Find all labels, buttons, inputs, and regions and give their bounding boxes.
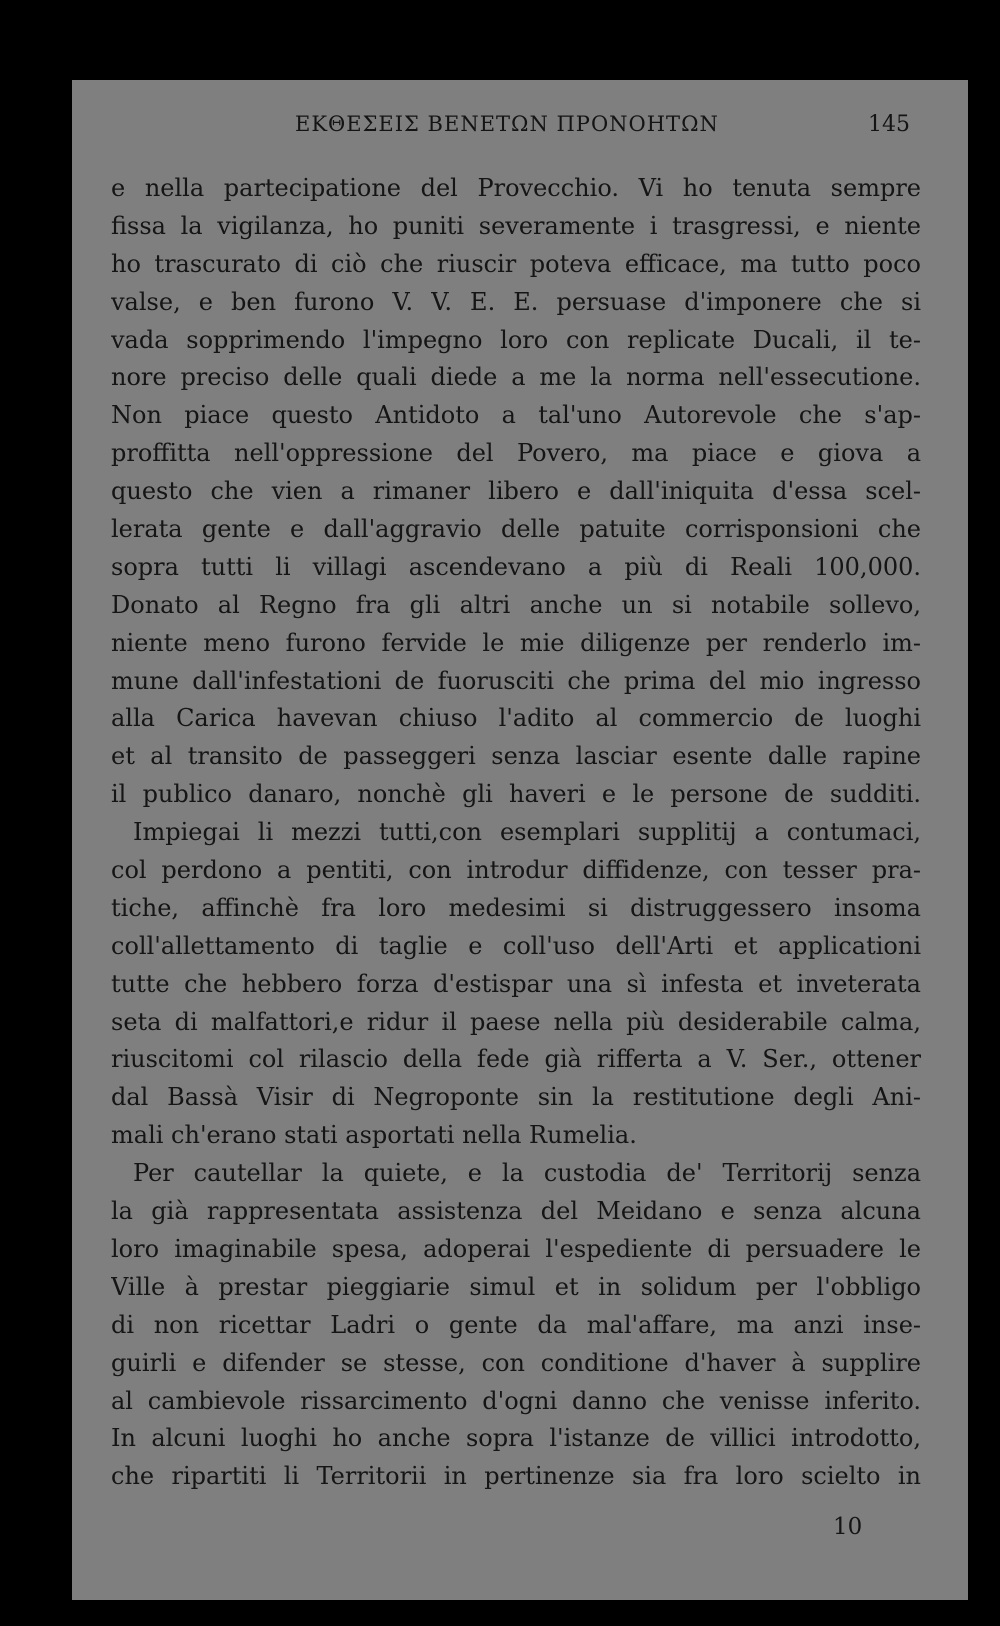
page-number: 145: [868, 112, 910, 137]
text-line: niente meno furono fervide le mie diligenze per renderlo im-: [111, 628, 921, 657]
text-line: alla Carica havevan chiuso l'adito al commercio de luoghi: [111, 704, 921, 733]
text-line: mune dall'infestationi de fuorusciti che prima del mio ingresso: [111, 666, 921, 695]
running-title: ΕΚΘΕΣΕΙΣ ΒΕΝΕΤΩΝ ΠΡΟΝΟΗΤΩΝ: [295, 112, 719, 136]
text-line: ho trascurato di ciò che riuscir poteva efficace, ma tutto poco: [111, 249, 921, 278]
text-line: il publico danaro, nonchè gli haveri e le persone de sudditi.: [111, 780, 921, 809]
text-line: col perdono a pentiti, con introdur diffidenze, con tesser pra-: [111, 856, 921, 885]
text-line: et al transito de passeggeri senza lasciar esente dalle rapine: [111, 742, 921, 771]
text-line: seta di malfattori,e ridur il paese nella più desiderabile calma,: [111, 1007, 921, 1036]
text-line: valse, e ben furono V. V. E. E. persuase d'imponere che si: [111, 287, 921, 316]
body-text: [111, 170, 921, 1496]
text-line: di non ricettar Ladri o gente da mal'affare, ma anzi inse-: [111, 1310, 921, 1339]
text-line: fissa la vigilanza, ho puniti severamente i trasgressi, e niente: [111, 211, 921, 240]
text-line: dal Bassà Visir di Negroponte sin la restitutione degli Ani-: [111, 1083, 921, 1112]
text-line: nore preciso delle quali diede a me la norma nell'essecutione.: [111, 363, 921, 392]
page-header: [0, 112, 1000, 142]
text-line: proffitta nell'oppressione del Povero, ma piace e giova a: [111, 439, 921, 468]
text-line: vada sopprimendo l'impegno loro con replicate Ducali, il te-: [111, 325, 921, 354]
text-line: coll'allettamento di taglie e coll'uso dell'Arti et applicationi: [111, 931, 921, 960]
text-line: che ripartiti li Territorii in pertinenze sia fra loro scielto in: [111, 1462, 921, 1491]
signature-mark: 10: [833, 1514, 863, 1540]
text-line: e nella partecipatione del Provecchio. Vi ho tenuta sempre: [111, 174, 921, 202]
text-line: riuscitomi col rilascio della fede già rifferta a V. Ser., ottener: [111, 1045, 921, 1074]
text-line: lerata gente e dall'aggravio delle patuite corrisponsioni che: [111, 515, 921, 544]
text-line: In alcuni luoghi ho anche sopra l'istanze de villici introdotto,: [111, 1424, 921, 1453]
text-line: Per cautellar la quiete, e la custodia de' Territorij senza: [133, 1159, 921, 1188]
text-line: la già rappresentata assistenza del Meidano e senza alcuna: [111, 1197, 921, 1226]
text-line: Non piace questo Antidoto a tal'uno Autorevole che s'ap-: [111, 401, 921, 430]
text-line: guirli e difender se stesse, con conditione d'haver à supplire: [111, 1348, 921, 1377]
text-line: Impiegai li mezzi tutti,con esemplari supplitij a contumaci,: [133, 818, 921, 847]
text-line: mali ch'erano stati asportati nella Rumelia.: [111, 1121, 637, 1150]
text-line: loro imaginabile spesa, adoperai l'espediente di persuadere le: [111, 1234, 921, 1263]
text-line: tiche, affinchè fra loro medesimi si distruggessero insoma: [111, 893, 921, 922]
text-line: Donato al Regno fra gli altri anche un si notabile sollevo,: [111, 590, 921, 619]
text-line: sopra tutti li villagi ascendevano a più di Reali 100,000.: [111, 552, 921, 581]
text-line: Ville à prestar pieggiarie simul et in solidum per l'obbligo: [111, 1272, 921, 1301]
text-line: questo che vien a rimaner libero e dall'iniquita d'essa scel-: [111, 477, 921, 506]
text-line: tutte che hebbero forza d'estispar una sì infesta et inveterata: [111, 969, 921, 998]
text-line: al cambievole rissarcimento d'ogni danno che venisse inferito.: [111, 1386, 921, 1415]
